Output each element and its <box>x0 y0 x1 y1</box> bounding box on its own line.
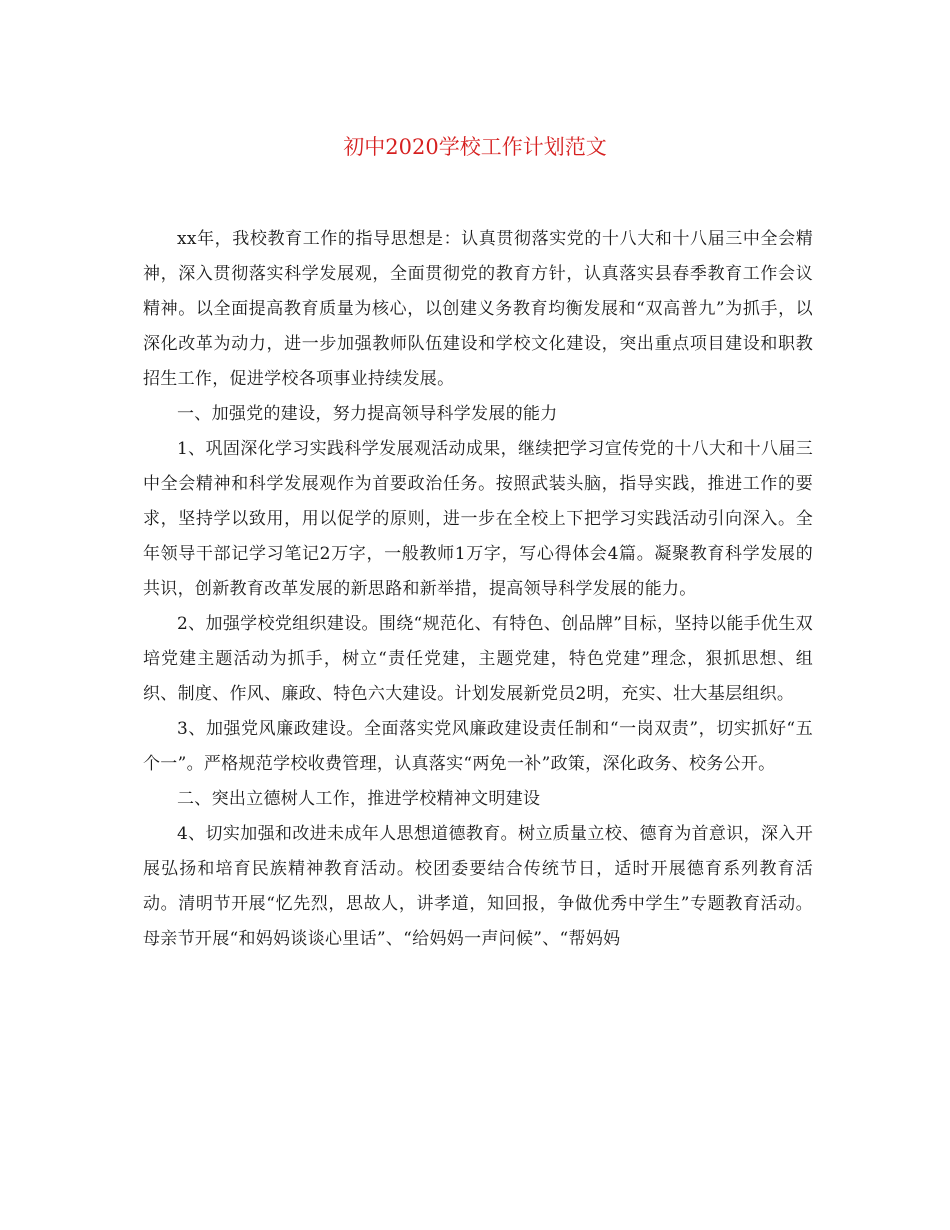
item-paragraph-2: 2、加强学校党组织建设。围绕“规范化、有特色、创品牌”目标，坚持以能手优生双培党建主题活动为抓手，树立“责任党建，主题党建，特色党建”理念，狠抓思想、组织、制度、作风、廉政、特色六大建设。计划发展新党员2明，充实、壮大基层组织。 <box>143 614 813 704</box>
intro-paragraph: xx年，我校教育工作的指导思想是：认真贯彻落实党的十八大和十八届三中全会精神，深入贯彻落实科学发展观，全面贯彻党的教育方针，认真落实县春季教育工作会议精神。以全面提高教育质量为核心，以创建义务教育均衡发展和“双高普九”为抓手，以深化改革为动力，进一步加强教师队伍建设和学校文化建设，突出重点项目建设和职教招生工作，促进学校各项事业持续发展。 <box>143 229 813 389</box>
item-paragraph-3: 3、加强党风廉政建设。全面落实党风廉政建设责任制和“一岗双责”，切实抓好“五个一”。严格规范学校收费管理，认真落实“两免一补”政策，深化政务、校务公开。 <box>143 719 813 774</box>
section-heading-2: 二、突出立德树人工作，推进学校精神文明建设 <box>177 789 541 809</box>
item-paragraph-4: 4、切实加强和改进未成年人思想道德教育。树立质量立校、德育为首意识，深入开展弘扬和培育民族精神教育活动。校团委要结合传统节日，适时开展德育系列教育活动。清明节开展“忆先烈，思故人，讲孝道，知回报，争做优秀中学生”专题教育活动。母亲节开展“和妈妈谈谈心里话”、“给妈妈一声问候”、“帮妈妈 <box>143 824 813 949</box>
document-body <box>143 222 813 957</box>
document-title: 初中2020学校工作计划范文 <box>343 135 607 159</box>
item-paragraph-1: 1、巩固深化学习实践科学发展观活动成果，继续把学习宣传党的十八大和十八届三中全会精神和科学发展观作为首要政治任务。按照武装头脑，指导实践，推进工作的要求，坚持学以致用，用以促学的原则，进一步在全校上下把学习实践活动引向深入。全年领导干部记学习笔记2万字，一般教师1万字，写心得体会4篇。凝聚教育科学发展的共识，创新教育改革发展的新思路和新举措，提高领导科学发展的能力。 <box>143 439 813 599</box>
section-heading-1: 一、加强党的建设，努力提高领导科学发展的能力 <box>177 404 558 424</box>
